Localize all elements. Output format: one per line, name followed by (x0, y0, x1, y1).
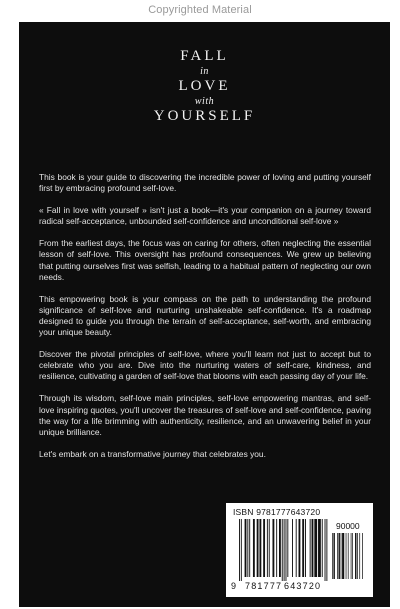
barcode-bar (257, 519, 259, 577)
barcode-addon-bars-icon (332, 533, 366, 583)
blurb-paragraph-2: « Fall in love with yourself » isn't just a book—it's your companion on a journey toward radical self-acceptance, unbounded self-confidence and unconditional self-love » (39, 205, 371, 227)
barcode-bar (296, 519, 297, 577)
barcode-digits-left: 781777 (245, 581, 283, 591)
blurb-paragraph-5: Discover the pivotal principles of self-love, where you'll learn not just to accept but to celebrate who you are. Dive into the nurturing waters of self-care, kindness, and resilience, cultivating a garden of self-love that blooms with each passing day of your life. (39, 349, 371, 382)
title-line-with: with (194, 96, 215, 107)
blurb-text (39, 172, 371, 471)
barcode-bar (312, 519, 314, 577)
barcode-bar (337, 533, 338, 579)
isbn-label: ISBN 9781777643720 (233, 507, 321, 517)
barcode-bar (352, 533, 353, 579)
barcode-bars-icon (239, 519, 329, 583)
barcode-bar (276, 519, 277, 577)
barcode-bar (241, 519, 242, 581)
blurb-paragraph-1: This book is your guide to discovering the incredible power of loving and putting yourself first by embracing profound self-love. (39, 172, 371, 194)
barcode-bar (259, 519, 261, 577)
barcode-bar (305, 519, 306, 577)
barcode-bar (359, 533, 360, 579)
barcode-bar (267, 519, 268, 577)
barcode-digits-right: 643720 (284, 581, 322, 591)
barcode-bar (279, 519, 281, 577)
barcode-bar (287, 519, 288, 577)
barcode-digit-first: 9 (231, 581, 237, 591)
barcode-bar (269, 519, 270, 577)
barcode-addon-number: 90000 (336, 521, 360, 531)
barcode-bar (239, 519, 240, 581)
barcode-bar (292, 519, 293, 577)
barcode-bar (342, 533, 344, 579)
barcode-bar (348, 533, 349, 579)
barcode-bar (322, 519, 323, 577)
blurb-paragraph-6: Through its wisdom, self-love main principles, self-love empowering mantras, and self-love inspiring quotes, you'll uncover the treasures of self-love and self-confidence, paving the way for a life brimming with authenticity, resilience, and an unwavering belief in your unique brilliance. (39, 393, 371, 437)
book-back-cover (19, 22, 390, 607)
barcode-bar (338, 533, 339, 579)
title-line-fall: FALL (180, 48, 229, 64)
barcode-bar (286, 519, 287, 581)
barcode-bar (318, 519, 321, 577)
barcode-bar (351, 533, 352, 579)
barcode-bar (341, 533, 342, 579)
barcode-bar (333, 533, 334, 579)
barcode-bar (282, 519, 283, 581)
barcode-bar (332, 533, 333, 579)
blurb-paragraph-3: From the earliest days, the focus was on caring for others, often neglecting the essential lesson of self-love. This oversight has profound consequences. We grew up believing that putting ourselves first was selfish, leading to a habitual pattern of neglecting our own needs. (39, 238, 371, 282)
blurb-paragraph-7: Let's embark on a transformative journey that celebrates you. (39, 448, 266, 459)
barcode-bar (249, 519, 250, 577)
isbn-barcode (226, 503, 373, 597)
barcode-bar (357, 533, 358, 579)
blurb-paragraph-4: This empowering book is your compass on the path to understanding the profound significance of self-love and nurturing unshakeable self-confidence. It's a roadmap designed to guide you through the terrain of self-acceptance, self-worth, and embracing your unique beauty. (39, 293, 371, 338)
barcode-bar (253, 519, 255, 577)
barcode-bar (284, 519, 285, 581)
barcode-bar (314, 519, 317, 577)
barcode-bar (362, 533, 363, 579)
barcode-bar (302, 519, 304, 577)
barcode-bar (346, 533, 347, 579)
barcode-bar (310, 519, 311, 577)
barcode-bar (326, 519, 327, 581)
book-title (19, 48, 390, 125)
barcode-bar (245, 519, 247, 577)
barcode-bar (325, 519, 326, 581)
title-line-in: in (200, 66, 209, 77)
title-line-love: LOVE (178, 78, 231, 94)
barcode-bar (299, 519, 301, 577)
copyright-watermark: Copyrighted Material (148, 4, 252, 16)
barcode-bar (355, 533, 356, 579)
title-line-yourself: YOURSELF (153, 108, 256, 124)
barcode-bar (272, 519, 274, 577)
barcode-bar (247, 519, 248, 577)
barcode-bar (263, 519, 265, 577)
